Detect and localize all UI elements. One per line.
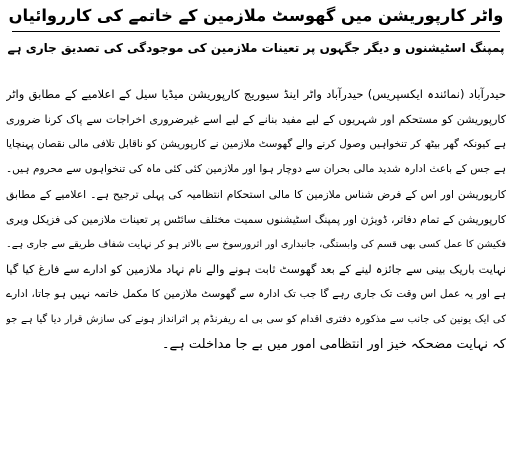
body-line: ہے اور یہ عمل اس وقت تک جاری رہے گا جب تک ادارہ سے گھوسٹ ملازمین کا مکمل خاتمہ نہیں ہو جاتا، ادارے xyxy=(6,288,506,300)
body-line: کارپوریشن کو مستحکم اور شہریوں کے لیے مفید بنانے کے لیے اسے غیرضروری اخراجات سے پاک کرنا ضروری xyxy=(6,113,506,126)
body-line: کارپوریشن کے تمام دفاتر، ڈویژن اور پمپنگ اسٹیشنوں سمیت مختلف سائٹس پر تعینات ملازمین کی فزیکل ویری xyxy=(6,213,506,226)
article-headline: واٹر کارپوریشن میں گھوسٹ ملازمین کے خاتمے کی کارروائیاں xyxy=(8,6,504,25)
body-line: ہے جس کے باعث ادارہ شدید مالی بحران سے دوچار ہوا اور ملازمین کئی کئی ماہ کی تنخواہوں سے محروم ہیں۔ xyxy=(6,163,506,175)
article-subheadline: پمپنگ اسٹیشنوں و دیگر جگہوں پر تعینات ملازمین کی موجودگی کی تصدیق جاری ہے xyxy=(7,41,505,55)
body-line: نہایت باریک بینی سے جائزہ لینے کے بعد گھوسٹ ثابت ہونے والے نام نہاد ملازمین کو ادارے سے فارغ کیا گیا xyxy=(6,263,506,276)
body-line: کہ نہایت مضحکہ خیز اور انتظامی امور میں بے جا مداخلت ہے۔ xyxy=(161,337,506,352)
body-line: کارپوریشن اور اس کے فرض شناس ملازمین کا مالی استحکام انتظامیہ کی پہلی ترجیح ہے۔ اعلامیے کے مطابق xyxy=(6,188,506,201)
headline-divider xyxy=(12,31,500,32)
article-body xyxy=(6,82,506,357)
body-line: ہے کیونکہ گھر بیٹھ کر تنخواہیں وصول کرنے والے گھوسٹ ملازمین نے کارپوریشن کو ناقابل تلافی مالی نقصان پہنچایا xyxy=(6,138,506,150)
body-line: فکیشن کا عمل کسی بھی قسم کی وابستگی، جانبداری اور اثرورسوخ سے بالاتر ہو کر نہایت شفاف طریقے سے جاری ہے۔ xyxy=(6,239,506,250)
body-line: کی ایک یونین کی جانب سے مذکورہ دفتری اقدام کو سی بی اے ریفرنڈم پر اثرانداز ہونے کی سازش قرار دیا گیا ہے جو xyxy=(6,314,506,325)
body-line: حیدرآباد (نمائندہ ایکسپریس) حیدرآباد واٹر اینڈ سیوریج کارپوریشن میڈیا سیل کے اعلامیے کے مطابق واٹر xyxy=(6,87,506,101)
